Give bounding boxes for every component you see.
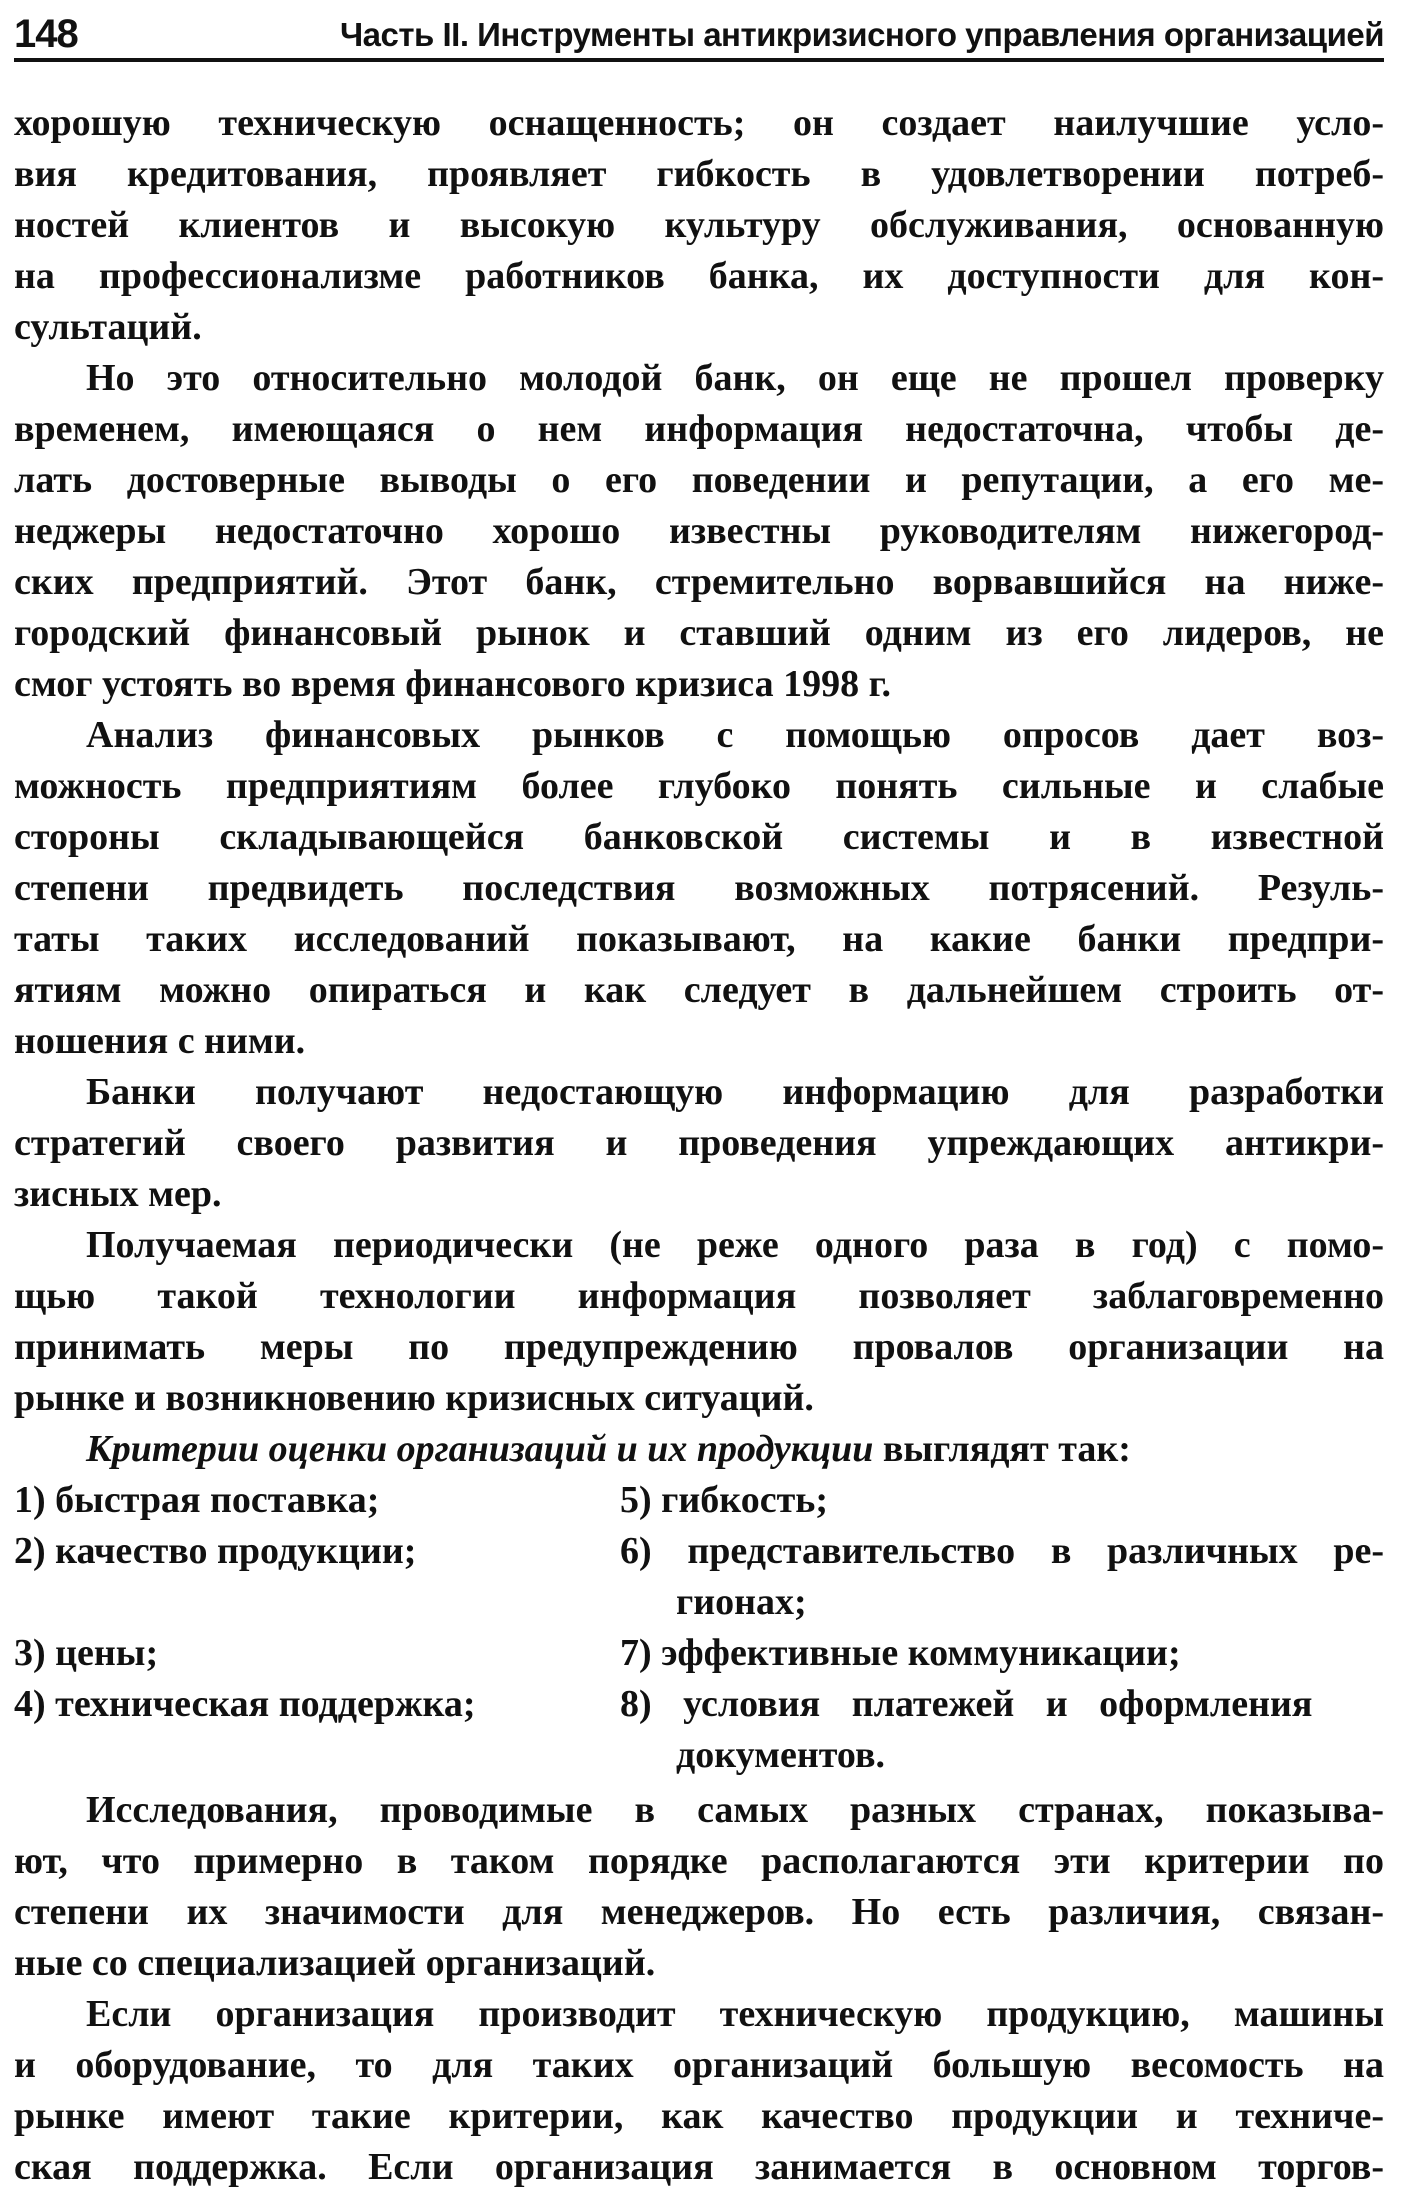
criteria-item-text: гибкость; — [661, 1479, 828, 1521]
text-line: рынке и возникновению кризисных ситуаций. — [14, 1377, 814, 1419]
paragraph — [14, 98, 1384, 353]
text-line: ют, что примерно в таком порядке располагаются эти критерии по — [14, 1840, 1384, 1882]
paragraph — [14, 353, 1384, 710]
criteria-item — [620, 1475, 1384, 1526]
criteria-item — [620, 1628, 1384, 1679]
text-line: лать достоверные выводы о его поведении и репутации, а его ме- — [14, 459, 1384, 501]
text-line: ношения с ними. — [14, 1020, 306, 1062]
text-line: временем, имеющаяся о нем информация недостаточна, чтобы де- — [14, 408, 1384, 450]
text-line: ская поддержка. Если организация занимается в основном торгов- — [14, 2146, 1384, 2188]
criteria-item-continuation: документов. — [676, 1734, 885, 1776]
text-line: рынке имеют такие критерии, как качество продукции и техниче- — [14, 2095, 1384, 2137]
text-line: Банки получают недостающую информацию для разработки — [86, 1071, 1384, 1113]
text-line: ные со специализацией организаций. — [14, 1942, 656, 1984]
text-line: смог устоять во время финансового кризиса 1998 г. — [14, 663, 892, 705]
criteria-item: 4) техническая поддержка; — [14, 1683, 476, 1725]
text-line: таты таких исследований показывают, на какие банки предпри- — [14, 918, 1384, 960]
criteria-item-continuation: гионах; — [676, 1581, 807, 1623]
criteria-item-number: 8) — [620, 1683, 652, 1725]
criteria-item: 2) качество продукции; — [14, 1530, 417, 1572]
running-head: Часть II. Инструменты антикризисного управления организацией — [340, 16, 1384, 53]
text-line: стороны складывающейся банковской системы и в известной — [14, 816, 1384, 858]
text-line: на профессионализме работников банка, их доступности для кон- — [14, 255, 1384, 297]
criteria-item — [620, 1526, 1384, 1577]
paragraph — [14, 1989, 1384, 2193]
criteria-item: 1) быстрая поставка; — [14, 1479, 380, 1521]
criteria-item-number: 7) — [620, 1632, 652, 1674]
paragraph — [14, 1785, 1384, 1989]
page-body — [14, 98, 1384, 2193]
text-line: городский финансовый рынок и ставший одним из его лидеров, не — [14, 612, 1384, 654]
text-line: сультаций. — [14, 306, 202, 348]
text-line: ских предприятий. Этот банк, стремительно ворвавшийся на ниже- — [14, 561, 1384, 603]
criteria-item — [620, 1679, 1384, 1730]
criteria-item: 3) цены; — [14, 1632, 159, 1674]
criteria-list — [14, 1475, 1384, 1785]
text-line: и оборудование, то для таких организаций большую весомость на — [14, 2044, 1384, 2086]
page-header — [14, 10, 1384, 62]
text-line: неджеры недостаточно хорошо известны руководителям нижегород- — [14, 510, 1384, 552]
text-line: ятиям можно опираться и как следует в дальнейшем строить от- — [14, 969, 1384, 1011]
page-number: 148 — [14, 12, 78, 56]
text-line: степени предвидеть последствия возможных потрясений. Резуль- — [14, 867, 1384, 909]
criteria-item-text: представительство в различных ре- — [687, 1530, 1385, 1572]
text-line: Но это относительно молодой банк, он еще не прошел проверку — [86, 357, 1384, 399]
text-line: Анализ финансовых рынков с помощью опросов дает воз- — [86, 714, 1384, 756]
criteria-item-text: условия платежей и оформления — [683, 1683, 1313, 1725]
text-line: Получаемая периодически (не реже одного раза в год) с помо- — [86, 1224, 1384, 1266]
text-line: щью такой технологии информация позволяет заблаговременно — [14, 1275, 1384, 1317]
text-line: ностей клиентов и высокую культуру обслуживания, основанную — [14, 204, 1384, 246]
criteria-item-text: эффективные коммуникации; — [661, 1632, 1181, 1674]
text-line: Если организация производит техническую продукцию, машины — [86, 1993, 1384, 2035]
text-line: степени их значимости для менеджеров. Но есть различия, связан- — [14, 1891, 1384, 1933]
criteria-intro-rest: выглядят так: — [873, 1428, 1131, 1470]
paragraph — [14, 1067, 1384, 1220]
text-line: зисных мер. — [14, 1173, 222, 1215]
criteria-intro-emphasis: Критерии оценки организаций и их продукции — [86, 1428, 874, 1470]
criteria-intro — [14, 1424, 1384, 1475]
text-line: принимать меры по предупреждению провалов организации на — [14, 1326, 1384, 1368]
text-line: можность предприятиям более глубоко понять сильные и слабые — [14, 765, 1384, 807]
text-line: Исследования, проводимые в самых разных странах, показыва- — [86, 1789, 1384, 1831]
criteria-item-number: 5) — [620, 1479, 652, 1521]
paragraph — [14, 1220, 1384, 1424]
text-line: стратегий своего развития и проведения упреждающих антикри- — [14, 1122, 1384, 1164]
text-line: хорошую техническую оснащенность; он создает наилучшие усло- — [14, 102, 1384, 144]
paragraph — [14, 710, 1384, 1067]
text-line: вия кредитования, проявляет гибкость в удовлетворении потреб- — [14, 153, 1384, 195]
criteria-item-number: 6) — [620, 1530, 652, 1572]
